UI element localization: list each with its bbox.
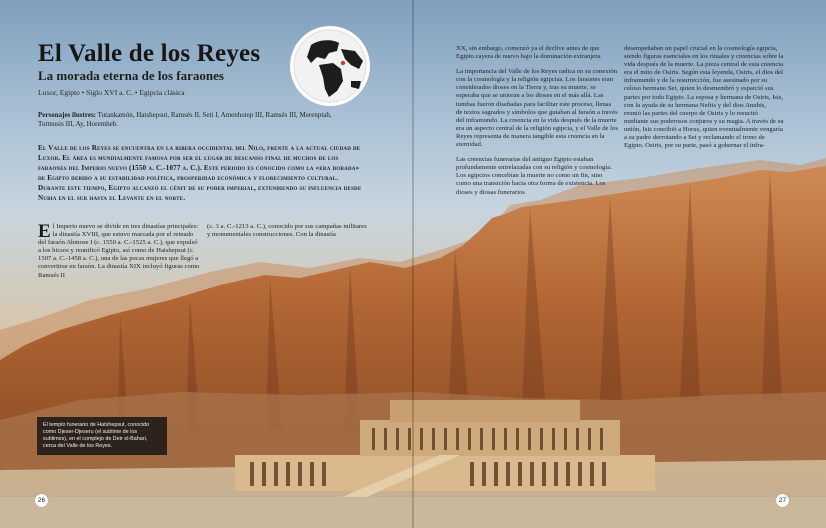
column-3-paragraph-1: XX, sin embargo, comenzó ya el declive antes de que Egipto cayera de nuevo bajo la dominación extranjera. [456,45,602,61]
page-number-left: 26 [35,494,48,507]
column-3-paragraph-2: La importancia del Valle de los Reyes radica en su conexión con la cosmología y la religión egipcias. Los faraones eran considerados dioses en la Tierra y, tras su muerte, se esperaba que se unieran a los dioses en el más allá. Las tumbas fueron diseñadas para facilitar este proceso, llenas de textos sagrados y símbolos que guiaban al faraón a través del inframundo. La creencia en la vida después de la muerte era un aspecto central de la religión egipcia, y el Valle de los Reyes representa de manera tangible esta creencia en la eternidad. [456,68,618,149]
article-title: El Valle de los Reyes [38,40,261,67]
people-list: Tutankamón, Hatshepsut, Ramsés II, Seti I, Amenhotep III, Ramsés III, Merenptah, Tutmosis III, Ay, Horemheb. [38,111,332,128]
article-meta: Luxor, Egipto • Siglo XVI a. C. • Egipcia clásica [38,88,185,97]
column-3 [456,45,618,197]
article-intro: El Valle de los Reyes se encuentra en la ribera occidental del Nilo, frente a la actual ciudad de Luxor. El área es mundialmente famosa por ser el lugar de descanso final de muchos de los faraones del Imperio nuevo (1550 a. C.-1077 a. C.). Este periodo es conocido como la «era dorada» de Egipto debido a su estabilidad política, prosperidad económica y florecimiento cultural. Durante este tiempo, Egipto alcanzó el cénit de su poder imperial, extendiendo su influencia desde Nubia en el sur hasta el Levante en el norte. [38,144,362,202]
article-subtitle: La morada eterna de los faraones [38,68,224,83]
drop-cap: E [38,221,51,242]
column-4: desempeñaban un papel crucial en la cosmología egipcia, siendo figuras esenciales en los rituales y creencias sobre la vida después de la muerte. La pieza central de esta creencia era el mito de Osiris. Según esta leyenda, Osiris, el dios del inframundo y de la resurrección, fue asesinado por su celoso hermano Set, quien lo desmembró y esparció sus partes por todo Egipto. La esposa y hermana de Osiris, Isis, con la ayuda de su hermana Neftis y del dios Anubis, reunió las partes del cuerpo de Osiris y lo resucitó mediante sus poderosos conjuros y su magia. A través de su unión, Isis concibió a Horus, quien eventualmente vengaría a su padre derrotando a Set y reclamando el trono de Egipto. Osiris, por su parte, pasó a gobernar el infra- [624,45,784,150]
page-gutter [412,0,414,528]
column-2: (c. 3 a. C.-1213 a. C.), conocido por sus campañas militares y monumentales construcciones. Con la dinastía [207,223,367,239]
globe-icon [289,25,371,107]
illustrious-people [38,111,358,129]
page-number-right: 27 [776,494,789,507]
photo-caption: El templo funerario de Hatshepsut, conocido como Djeser-Djeseru (el sublime de los sublimes), en el complejo de Deir el-Bahari, cerca del Valle de los Reyes. [37,417,167,455]
column-3-paragraph-3: Las creencias funerarias del antiguo Egipto estaban profundamente entrelazadas con su religión y cosmología. Los egipcios concebían la muerte no como un fin, sino como una transición hacia otra forma de existencia. Los dioses y diosas funerarios [456,156,612,196]
column-1 [38,223,202,280]
column-1-text: l Imperio nuevo se divide en tres dinastías principales: la dinastía XVIII, que estuvo marcada por el reinado del faraón Ahmose I (c. 1550 a. C.-1525 a. C.), que expulsó a los hicsos y reunificó Egipto, así como de Hatshepsut (c. 1507 a. C.-1458 a. C.), una de las pocas mujeres que llegó a convertirse en faraón. La dinastía XIX incluyó figuras como Ramsés II [38,223,200,279]
people-label: Personajes ilustres: [38,111,96,119]
